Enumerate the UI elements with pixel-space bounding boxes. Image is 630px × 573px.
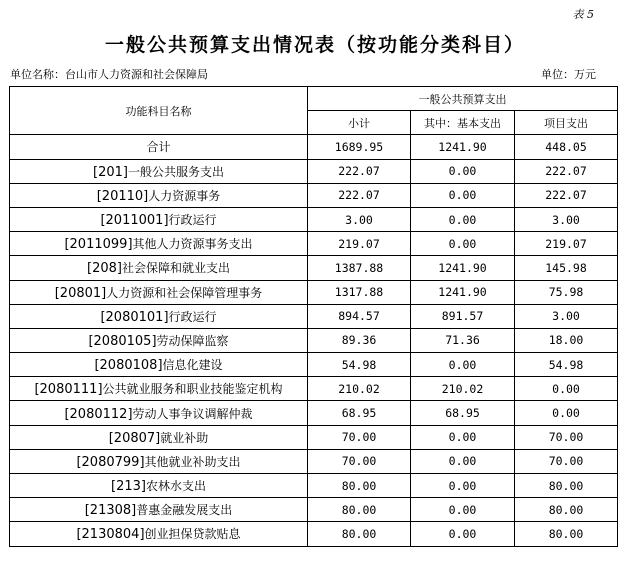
row-basic-value: 0.00	[411, 159, 515, 183]
row-subtotal-value: 222.07	[308, 183, 411, 207]
column-header-basic: 其中：基本支出	[411, 111, 515, 135]
column-header-name: 功能科目名称	[10, 87, 308, 135]
row-code: [2011099]	[64, 237, 133, 253]
row-code: [2080108]	[94, 358, 163, 374]
row-name: 行政运行	[168, 213, 217, 228]
row-basic-value: 0.00	[411, 498, 515, 522]
table-row	[10, 256, 618, 280]
row-project-value: 222.07	[515, 183, 618, 207]
row-project-value: 54.98	[515, 353, 618, 377]
row-project-value: 3.00	[515, 207, 618, 231]
row-basic-value: 210.02	[411, 377, 515, 401]
row-item-name-cell	[10, 328, 308, 352]
row-name: 公共就业服务和职业技能鉴定机构	[102, 382, 283, 397]
row-item-name-cell	[10, 425, 308, 449]
row-code: [201]	[93, 164, 128, 180]
table-row	[10, 425, 618, 449]
row-code: [2080112]	[64, 406, 133, 422]
row-basic-value: 0.00	[411, 474, 515, 498]
table-row	[10, 377, 618, 401]
table-row	[10, 401, 618, 425]
row-subtotal-value: 3.00	[308, 207, 411, 231]
row-basic-value: 0.00	[411, 353, 515, 377]
row-basic-value: 891.57	[411, 304, 515, 328]
row-code: [2011001]	[100, 213, 169, 229]
column-header-project: 项目支出	[515, 111, 618, 135]
row-code: [20110]	[96, 188, 149, 204]
row-name: 其他人力资源事务支出	[132, 237, 253, 252]
row-subtotal-value: 222.07	[308, 159, 411, 183]
row-item-name-cell	[10, 159, 308, 183]
row-item-name-cell	[10, 377, 308, 401]
row-name: 其他就业补助支出	[144, 454, 241, 469]
table-row	[10, 498, 618, 522]
row-item-name-cell	[10, 256, 308, 280]
row-code: [208]	[87, 261, 122, 277]
row-code: [2080101]	[100, 309, 169, 325]
row-code: [2080105]	[88, 333, 157, 349]
row-item-name-cell	[10, 401, 308, 425]
table-row	[10, 522, 618, 546]
page-title: 一般公共预算支出情况表（按功能分类科目）	[104, 34, 525, 56]
row-basic-value: 0.00	[411, 232, 515, 256]
row-code: [21308]	[84, 503, 137, 519]
row-code: [2080111]	[34, 382, 103, 398]
row-project-value: 0.00	[515, 377, 618, 401]
budget-table-body	[10, 87, 618, 547]
row-basic-value: 1241.90	[411, 256, 515, 280]
row-basic-value: 1241.90	[411, 280, 515, 304]
row-code: [2080799]	[76, 454, 145, 470]
row-name: 人力资源事务	[148, 188, 221, 203]
row-subtotal-value: 80.00	[308, 522, 411, 546]
row-basic-value: 0.00	[411, 183, 515, 207]
row-project-value: 70.00	[515, 449, 618, 473]
row-item-name-cell	[10, 474, 308, 498]
row-subtotal-value: 210.02	[308, 377, 411, 401]
row-project-value: 448.05	[515, 135, 618, 159]
row-name: 一般公共服务支出	[127, 164, 224, 179]
row-item-name-cell	[10, 498, 308, 522]
row-name: 劳动保障监察	[156, 333, 229, 348]
table-row	[10, 159, 618, 183]
row-subtotal-value: 68.95	[308, 401, 411, 425]
table-row	[10, 135, 618, 159]
row-item-name-cell	[10, 207, 308, 231]
table-row	[10, 449, 618, 473]
table-row	[10, 474, 618, 498]
row-name: 劳动人事争议调解仲裁	[132, 406, 253, 421]
column-header-subtotal: 小计	[308, 111, 411, 135]
row-basic-value: 0.00	[411, 522, 515, 546]
table-number: 表 5	[572, 8, 594, 21]
row-project-value: 18.00	[515, 328, 618, 352]
row-name: 普惠金融发展支出	[136, 503, 233, 518]
row-name: 人力资源和社会保障管理事务	[106, 285, 263, 300]
row-subtotal-value: 894.57	[308, 304, 411, 328]
row-name: 行政运行	[168, 309, 217, 324]
row-subtotal-value: 89.36	[308, 328, 411, 352]
row-item-name-cell	[10, 449, 308, 473]
row-project-value: 70.00	[515, 425, 618, 449]
row-basic-value: 71.36	[411, 328, 515, 352]
row-item-name-cell	[10, 522, 308, 546]
row-project-value: 0.00	[515, 401, 618, 425]
column-group-header: 一般公共预算支出	[308, 87, 618, 111]
row-item-name-cell	[10, 232, 308, 256]
row-name: 农林水支出	[145, 479, 206, 494]
row-subtotal-value: 54.98	[308, 353, 411, 377]
table-row	[10, 280, 618, 304]
row-code: [213]	[111, 479, 146, 495]
row-subtotal-value: 80.00	[308, 498, 411, 522]
row-basic-value: 68.95	[411, 401, 515, 425]
row-project-value: 219.07	[515, 232, 618, 256]
table-row	[10, 183, 618, 207]
row-name: 信息化建设	[162, 358, 223, 373]
row-name: 社会保障和就业支出	[121, 261, 230, 276]
table-row	[10, 207, 618, 231]
row-code: [2130804]	[76, 527, 145, 543]
row-name: 就业补助	[160, 430, 209, 445]
row-code: [20801]	[54, 285, 107, 301]
table-row	[10, 328, 618, 352]
row-item-name-cell	[10, 304, 308, 328]
row-item-name-cell	[10, 135, 308, 159]
row-project-value: 80.00	[515, 474, 618, 498]
row-project-value: 80.00	[515, 498, 618, 522]
row-basic-value: 0.00	[411, 207, 515, 231]
budget-table	[9, 86, 618, 547]
row-name: 创业担保贷款贴息	[144, 527, 241, 542]
row-project-value: 222.07	[515, 159, 618, 183]
unit-name: 单位名称：台山市人力资源和社会保障局	[10, 68, 208, 81]
row-project-value: 145.98	[515, 256, 618, 280]
row-project-value: 80.00	[515, 522, 618, 546]
row-basic-value: 0.00	[411, 425, 515, 449]
row-project-value: 75.98	[515, 280, 618, 304]
row-subtotal-value: 1387.88	[308, 256, 411, 280]
row-project-value: 3.00	[515, 304, 618, 328]
row-basic-value: 0.00	[411, 449, 515, 473]
table-row	[10, 304, 618, 328]
currency-unit: 单位：万元	[541, 68, 596, 81]
row-subtotal-value: 1689.95	[308, 135, 411, 159]
row-subtotal-value: 70.00	[308, 449, 411, 473]
row-basic-value: 1241.90	[411, 135, 515, 159]
row-code: [20807]	[108, 430, 161, 446]
row-subtotal-value: 80.00	[308, 474, 411, 498]
row-subtotal-value: 70.00	[308, 425, 411, 449]
row-subtotal-value: 219.07	[308, 232, 411, 256]
row-item-name-cell	[10, 183, 308, 207]
table-row	[10, 353, 618, 377]
table-row	[10, 232, 618, 256]
row-name: 合计	[146, 140, 171, 155]
row-item-name-cell	[10, 353, 308, 377]
row-item-name-cell	[10, 280, 308, 304]
row-subtotal-value: 1317.88	[308, 280, 411, 304]
